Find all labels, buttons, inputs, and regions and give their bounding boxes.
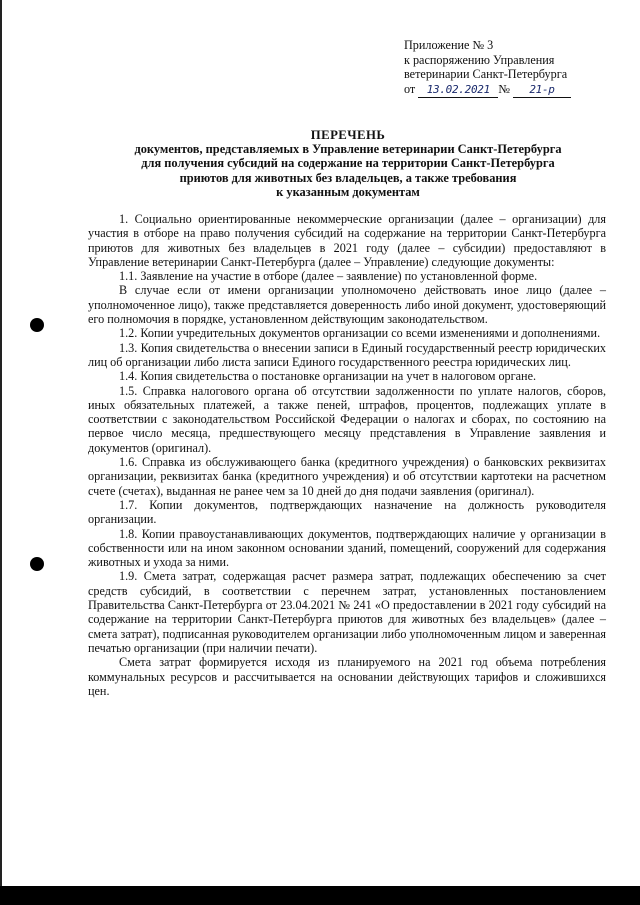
paragraph: 1.9. Смета затрат, содержащая расчет размера затрат, подлежащих обеспечению за счет средств субсидий, в соответствии с перечнем затрат, установленных постановлением Правительства Санкт-Петербурга от 23.04.2021 № 241 «О предоставлении в 2021 году субсидий на содержание на территории Санкт-Петербурга приютов для животных без владельцев» (далее – смета затрат), подписанная руководителем организации либо уполномоченным лицом и заверенная печатью организации (при наличии печати). (88, 569, 606, 655)
title-line-1: документов, представляемых в Управление ветеринарии Санкт-Петербурга (134, 142, 562, 157)
appendix-line-3: ветеринарии Санкт-Петербурга (404, 67, 568, 82)
document-title (88, 128, 608, 199)
paragraph: Смета затрат формируется исходя из планируемого на 2021 год объема потребления коммунальных ресурсов и рассчитывается на основании действующих тарифов и сложившихся цен. (88, 655, 606, 698)
scan-bottom-edge (0, 886, 640, 905)
paragraph: В случае если от имени организации уполномочено действовать иное лицо (далее – уполномоченное лицо), также представляется доверенность либо иной документ, удостоверяющий его полномочия в порядке, установленном действующим законодательством. (88, 283, 606, 327)
scan-edge (0, 0, 2, 905)
appendix-date-line (404, 82, 630, 99)
paragraph: 1.3. Копия свидетельства о внесении записи в Единый государственный реестр юридических лиц об организации либо листа записи Единого государственного реестра юридических лиц. (88, 340, 606, 369)
paragraph: 1.4. Копия свидетельства о постановке организации на учет в налоговом органе. (119, 369, 537, 384)
title-line-4: к указанным документам (276, 184, 420, 199)
paragraph: 1.8. Копии правоустанавливающих документов, подтверждающих наличие у организации в собственности или на ином законном основании зданий, помещений, сооружений для содержания животных и ухода за ними. (88, 526, 606, 570)
document-body (88, 212, 606, 698)
punch-hole (30, 557, 44, 571)
title-line-2: для получения субсидий на содержание на территории Санкт-Петербурга (141, 156, 555, 171)
paragraph: 1.5. Справка налогового органа об отсутствии задолженности по уплате налогов, сборов, иных обязательных платежей, а также пеней, штрафов, процентов, подлежащих уплате в соответствии с законодательством Российской Федерации о налогах и сборах, по состоянию на первое число месяца, предшествующего месяцу представления в Управление заявления и документов (оригинал). (88, 383, 606, 455)
paragraph: 1. Социально ориентированные некоммерческие организации (далее – организации) для участия в отборе на право получения субсидий на содержание на территории Санкт-Петербурга приютов для животных без владельцев в 2021 году (далее – субсидии) предоставляют в Управление ветеринарии Санкт-Петербурга (далее – Управление) следующие документы: (88, 212, 606, 269)
paragraph: 1.6. Справка из обслуживающего банка (кредитного учреждения) о банковских реквизитах организации, реквизитах банка (кредитного учреждения) и об отсутствии картотеки на расчетном счете (счетах), выданная не ранее чем за 10 дней до дня подачи заявления (оригинал). (88, 455, 606, 498)
date-prefix: от (404, 81, 416, 96)
paragraph: 1.2. Копии учредительных документов организации со всеми изменениями и дополнениями. (119, 326, 601, 341)
title-heading: ПЕРЕЧЕНЬ (310, 128, 386, 142)
paragraph: 1.7. Копии документов, подтверждающих назначение на должность руководителя организации. (88, 497, 606, 527)
handwritten-number: 21-р (513, 83, 571, 99)
punch-hole (30, 318, 44, 332)
number-sign: № (498, 81, 510, 96)
appendix-block (404, 38, 630, 98)
appendix-line-1: Приложение № 3 (404, 38, 494, 52)
handwritten-date: 13.02.2021 (418, 83, 498, 99)
paragraph: 1.1. Заявление на участие в отборе (далее – заявление) по установленной форме. (119, 269, 538, 284)
title-line-3: приютов для животных без владельцев, а также требования (179, 170, 517, 185)
appendix-line-2: к распоряжению Управления (404, 52, 555, 67)
